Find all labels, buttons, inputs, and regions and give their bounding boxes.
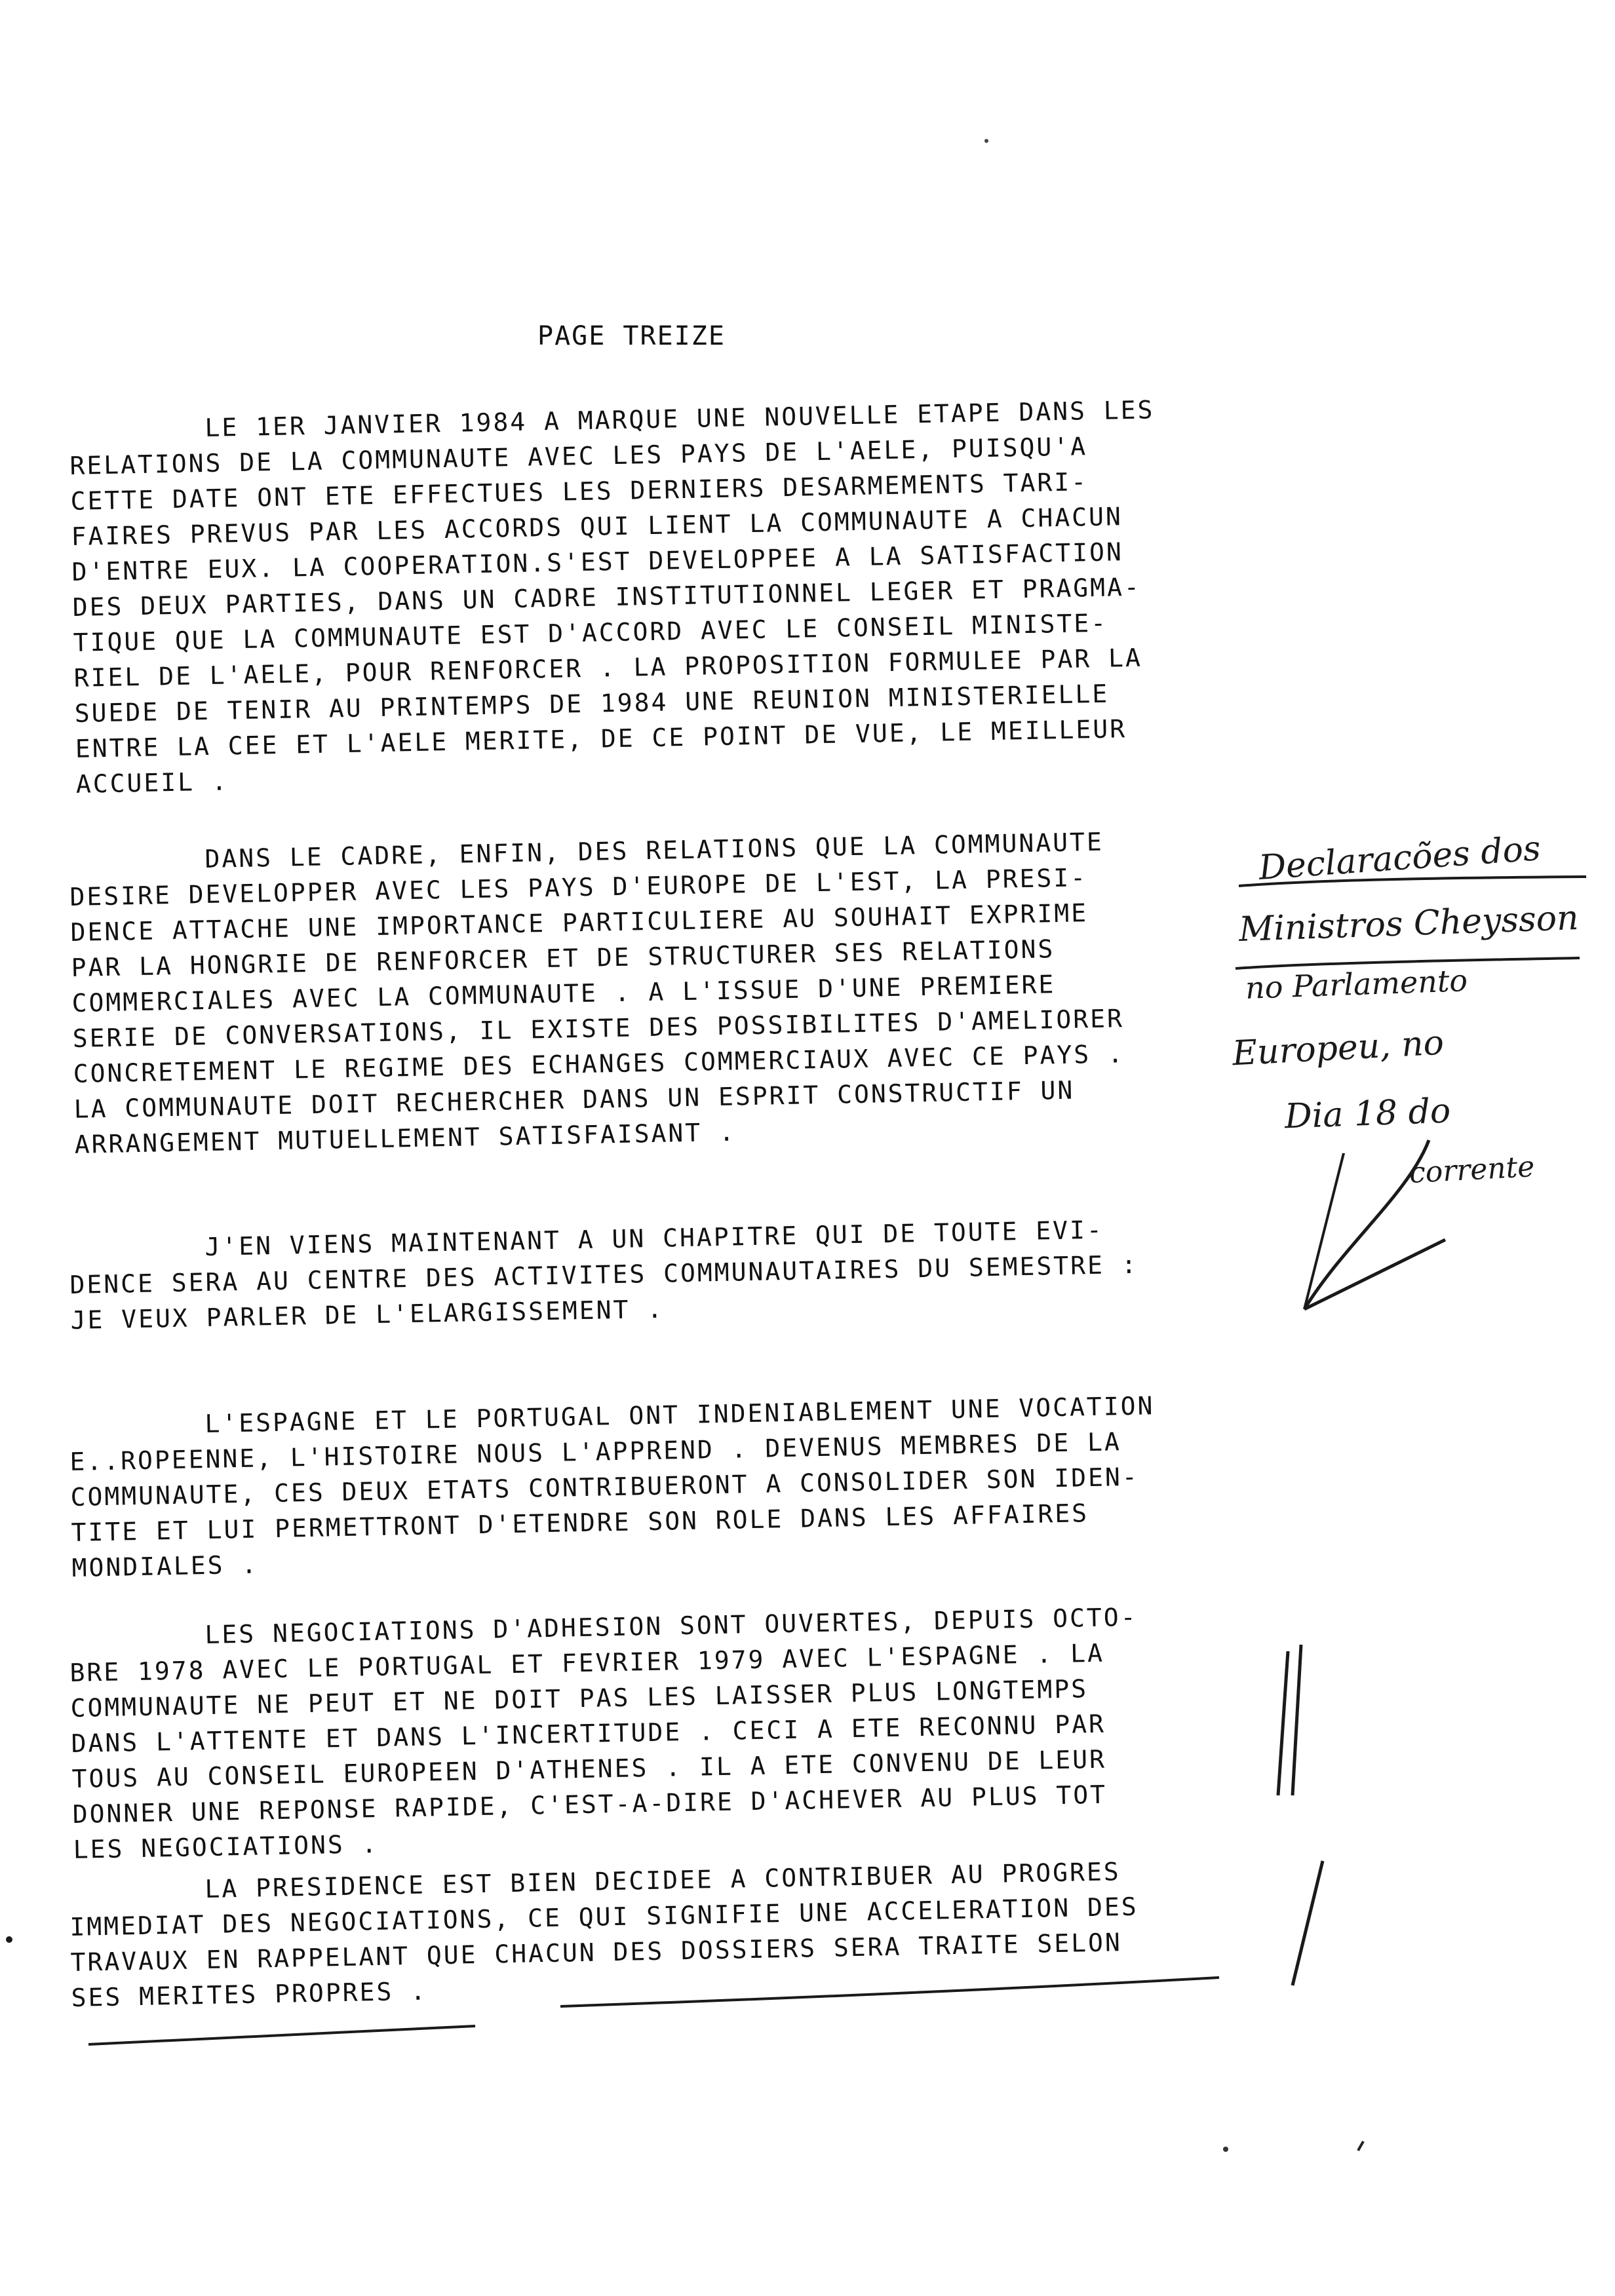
text-line: ENTRE LA CEE ET L'AELE MERITE, DE CE POINT DE VUE, LE MEILLEUR [75,714,1127,763]
stray-dot [6,1936,12,1943]
text-line: TOUS AU CONSEIL EUROPEEN D'ATHENES . IL A ETE CONVENU DE LEUR [71,1744,1107,1793]
text-line: J'EN VIENS MAINTENANT A UN CHAPITRE QUI DE TOUTE EVI- [69,1215,1104,1264]
text-line: BRE 1978 AVEC LE PORTUGAL ET FEVRIER 1979 AVEC L'ESPAGNE . LA [69,1638,1105,1687]
text-line: COMMUNAUTE, CES DEUX ETATS CONTRIBUERONT A CONSOLIDER SON IDEN- [70,1462,1140,1512]
handwritten-line: Ministros Cheysson [1238,898,1580,950]
text-line: LES NEGOCIATIONS . [73,1829,379,1864]
handwritten-margin-note [1219,829,1612,1291]
stray-dot [984,139,988,143]
text-line: TRAVAUX EN RAPPELANT QUE CHACUN DES DOSSIERS SERA TRAITE SELON [70,1928,1123,1977]
text-line: ACCUEIL . [75,767,229,799]
handwritten-line: no Parlamento [1245,963,1468,1006]
text-line: LE 1ER JANVIER 1984 A MARQUE UNE NOUVELLE ETAPE DANS LES [69,395,1155,445]
text-line: ARRANGEMENT MUTUELLEMENT SATISFAISANT . [74,1117,737,1159]
text-line: FAIRES PREVUS PAR LES ACCORDS QUI LIENT LA COMMUNAUTE A CHACUN [71,502,1123,551]
text-line: TITE ET LUI PERMETTRONT D'ETENDRE SON ROLE DANS LES AFFAIRES [71,1499,1089,1547]
text-line: DANS L'ATTENTE ET DANS L'INCERTITUDE . CECI A ETE RECONNU PAR [71,1709,1106,1758]
paragraph-aele [69,390,1269,802]
text-line: MONDIALES . [71,1550,259,1582]
handwritten-line: corrente [1408,1150,1536,1190]
text-line: E..ROPEENNE, L'HISTOIRE NOUS L'APPREND . DEVENUS MEMBRES DE LA [69,1427,1122,1476]
text-line: COMMERCIALES AVEC LA COMMUNAUTE . A L'ISSUE D'UNE PREMIERE [71,970,1056,1018]
stray-dot [1223,2147,1228,2152]
text-line: SES MERITES PROPRES . [71,1976,428,2012]
text-line: DENCE SERA AU CENTRE DES ACTIVITES COMMUNAUTAIRES DU SEMESTRE : [69,1250,1138,1299]
margin-bar-single [1293,1861,1323,1985]
final-underline-left [88,2026,475,2044]
text-line: SUEDE DE TENIR AU PRINTEMPS DE 1984 UNE REUNION MINISTERIELLE [74,679,1110,728]
text-line: PAR LA HONGRIE DE RENFORCER ET DE STRUCTURER SES RELATIONS [71,934,1055,982]
page-title: PAGE TREIZE [537,321,726,351]
text-line: IMMEDIAT DES NEGOCIATIONS, CE QUI SIGNIFIE UNE ACCELERATION DES [69,1892,1138,1942]
handwritten-line: Declaracões dos [1257,829,1542,888]
paragraph-europe-est [69,821,1268,1162]
handwritten-line: Dia 18 do [1284,1091,1452,1137]
text-line: RELATIONS DE LA COMMUNAUTE AVEC LES PAYS DE L'AELE, PUISQU'A [69,432,1088,480]
text-line: DESIRE DEVELOPPER AVEC LES PAYS D'EUROPE DE L'EST, LA PRESI- [69,863,1088,911]
text-line: LA COMMUNAUTE DOIT RECHERCHER DANS UN ESPRIT CONSTRUCTIF UN [73,1075,1075,1124]
text-line: LA PRESIDENCE EST BIEN DECIDEE A CONTRIBUER AU PROGRES [69,1857,1121,1906]
text-line: LES NEGOCIATIONS D'ADHESION SONT OUVERTES, DEPUIS OCTO- [69,1602,1138,1652]
text-line: SERIE DE CONVERSATIONS, IL EXISTE DES POSSIBILITES D'AMELIORER [72,1004,1125,1053]
text-line: DONNER UNE REPONSE RAPIDE, C'EST-A-DIRE D'ACHEVER AU PLUS TOT [72,1780,1108,1829]
text-line: TIQUE QUE LA COMMUNAUTE EST D'ACCORD AVEC LE CONSEIL MINISTE- [73,608,1108,657]
text-line: CETTE DATE ONT ETE EFFECTUES LES DERNIERS DESARMEMENTS TARI- [70,467,1089,516]
margin-bar-double [1278,1645,1301,1795]
text-line: L'ESPAGNE ET LE PORTUGAL ONT INDENIABLEMENT UNE VOCATION [69,1391,1155,1441]
text-line: DANS LE CADRE, ENFIN, DES RELATIONS QUE LA COMMUNAUTE [69,827,1104,876]
text-line: D'ENTRE EUX. LA COOPERATION.S'EST DEVELOPPEE A LA SATISFACTION [71,537,1124,586]
paragraph-negociations [69,1597,1266,1867]
text-line: JE VEUX PARLER DE L'ELARGISSEMENT . [70,1294,665,1335]
text-line: DES DEUX PARTIES, DANS UN CADRE INSTITUTIONNEL LEGER ET PRAGMA- [72,572,1142,622]
text-line: DENCE ATTACHE UNE IMPORTANCE PARTICULIERE AU SOUHAIT EXPRIME [70,898,1089,947]
text-line: COMMUNAUTE NE PEUT ET NE DOIT PAS LES LAISSER PLUS LONGTEMPS [70,1674,1089,1723]
text-line: RIEL DE L'AELE, POUR RENFORCER . LA PROPOSITION FORMULEE PAR LA [73,643,1143,693]
paragraph-presidence [69,1851,1264,2016]
paragraph-elargissement [69,1209,1264,1338]
handwritten-line: Europeu, no [1231,1023,1445,1074]
paragraph-espagne-portugal [69,1386,1265,1586]
stray-mark [1358,2141,1363,2151]
text-line: CONCRETEMENT LE REGIME DES ECHANGES COMMERCIAUX AVEC CE PAYS . [73,1039,1125,1088]
